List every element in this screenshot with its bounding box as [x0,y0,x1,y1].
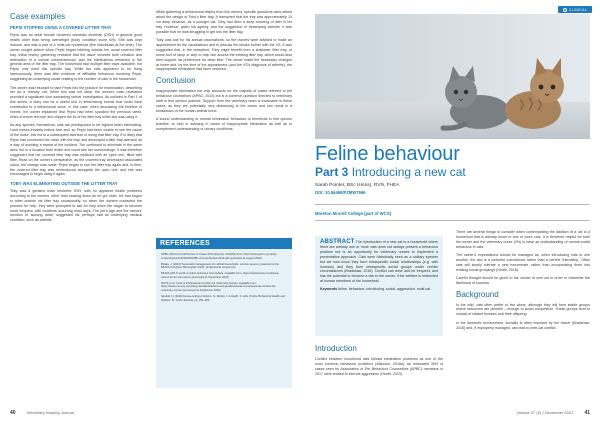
paragraph: Conflict between household cats follows elimination problems as one of the most common behaviour problems (Atkinson, 2018a). An estimated 35% of cases seen by Association of Pet Behaviour Counsellors (APBC) members in 2017 were related to intercat aggression (Heath, 2019). [315,357,443,376]
keywords [320,287,438,292]
affiliation: Moreton Morrell College (part of WCG) [315,211,392,216]
references-box [156,238,292,388]
article-title: Feline behaviour [315,143,460,165]
background-heading: Background [456,289,499,299]
conclusion-heading: Conclusion [156,75,196,85]
left-column-1 [10,10,142,227]
divider [315,220,590,221]
reference-item: RCVS et al. Code of Professional Conduct for Veterinary Nurses. Available from: https://www.rcvs.org.uk/setting-standards/advice-and-guidance/code-of-professional-conduct-for-veterinary-nurses/ (accessed 11 September 2022) [161,281,277,292]
abstract-box [315,236,443,336]
badge-label: CLINICAL [568,7,587,12]
paragraph: There are several things to consider when contemplating the addition of a cat to a household that is already home to one or more cats. It is therefore helpful for both the owner and the veterinary nurse (VN) to have an understanding of normal social behaviour in cats. [456,230,590,249]
left-column-2 [156,10,292,135]
divider [315,204,590,205]
keywords-text: feline, behaviour, introducing, social, aggression, multi-cat [337,287,431,292]
author-line: Sarah Pointer, BSc (Hons), RVN, FHEA [315,183,400,188]
case-examples-heading: Case examples [10,12,66,21]
abstract-text: The introduction of a new cat to a household where there are already one or more cats does not always present a behaviour problem but is an opportunity for veterinary nurses to implement a preventative approach. Cats were historically seen as a solitary species but we now know they form intraspecific social relationships (e.g. with humans) and they form intraspecific social groups under certain circumstances (Bradshaw, 2016). Conflict can arise and be frequent, and has the potential to become a risk to the owner, if the welfare is redirected at human members of the household. [320,240,438,284]
kittens-photo [315,14,590,139]
stethoscope-icon [563,8,567,12]
paragraph: Careful thought should be given to the choice of new cat in order to maximise the likelihood of success. [456,276,590,286]
pepsi-subheading: PEPSI STOPPED USING A COVERED LITTER TRAY [10,25,112,30]
clinical-badge [558,6,592,13]
paragraph: Inappropriate elimination not only accounts for the majority of cases referred to pet behaviour counsellors (APBC, 2014) but is a common question directed to veterinary staff in first opinion practice. Support from the veterinary team is invaluable in these cases, as they are potentially very distressing to the owner and can result in a breakdown of the human-animal bond. [156,88,292,113]
right-column-2 [456,230,590,334]
reference-item: Bhatia, J. (2022) Successful management of multicat households. Lecture session presented at the BSAVA Congress, Birmingham 2022, Small animal programme [161,262,279,270]
reference-item: APBC (2014) Annual Review of Cases 2014 [Report]. Available from: https://www.apbc.org.uk/wp-content/uploads/2020/05/APBC-Annual-Review-2014.pdf (accessed 11 August 2022) [161,253,278,260]
references-title: REFERENCES [156,238,292,249]
issue-info: Volume 37 (5) • November 2022 [516,410,574,415]
right-footer [516,410,590,416]
introduction-heading: Introduction [315,344,357,353]
abstract-label: ABSTRACT [320,239,355,245]
paragraph: A sound understanding of normal elimination behaviour is beneficial in first opinion practice, to help in advising in cases of inappropriate elimination as well as to complement understanding of urinary conditions. [156,116,292,131]
toby-subheading: TOBY WAS ELIMINATING OUTSIDE THE LITTER TRAY [10,180,118,186]
paragraph: The owner was reluctant to take Pepsi into the practice for examination, describing her as a 'stressy' cat. While this was not ideal, the owner's main revelation provided a significant clue warranting further investigation. As outlined in Part 1 of this series, a diary can be a useful tool in determining events that could have contributed to a behavioural issue. In this case, when discussing the timeline of events, the owner explained that Pepsi had been spooked the previous week, when a broom fell over and clipped the lid of her litter tray while she was using it. [10,85,142,119]
paragraph: While gathering a behavioural history from the owners, specific questions were asked about the design of Toby's litter tray. It transpired that the tray was approximately 10 cm deep because, as a younger cat, Toby had liked a deep covering of litter in his tray. However, given his ageing, and the suggestion of developing arthritis, it was possible that he was struggling to get into the litter tray. [156,10,292,34]
paragraph: Toby was a geriatric male neutered DSH, with no apparent health problems according to the owners, other than slowing down as he got older. He had begun to toilet outside his litter tray occasionally, so when the owners contacted the practice for help, they were prompted to ask for help when the began to become more frequent, with incidents occurring most days. The pet's age and the owners' mention of 'slowing down' suggested his perhaps had an underlying medical condition, such as arthritis. [10,188,142,223]
paragraph: The owner's expectations should be managed as, when introducing cats to one another, the aim is a peaceful coexistence rather than a perfect 'friendship'. Often cats will simply tolerate a new housemate, rather than incorporating them into existing social groupings (Heath, 2016). [456,253,590,272]
part-label: Part 3 [315,165,349,179]
paragraph: In the wild, cats often prefer to live alone, although they will form stable groups where resources are plentiful – enough to avoid competition. These groups tend to consist of related females and their offspring. [456,302,590,317]
page-number: 40 [10,410,16,416]
right-page [300,0,600,424]
journal-name: Veterinary Nursing Journal [26,410,74,415]
keywords-label: Keywords [320,287,338,292]
paragraph: In the domestic environment, sociality is often imposed by the owner (Bradshaw, 2016) and, if improperly managed, can lead to inter-cat conflict. [456,320,590,330]
article-subtitle [315,165,466,179]
paragraph: As any species' themselves, cats are predisposed to be vigilant when eliminating. Loud noises innately induce fear and, so Pepsi had been unable to see the cause of the noise, this led to a subsequent aversion to using that litter tray. It is likely that Pepsi had connected the noise with the tray, and developed a litter tray aversion as a way of avoiding a repeat of the incident. The continued to eliminate in the same area, but in a location from which she could see her surroundings. It was therefore suggested that her covered litter tray was replaced with an open one, filled with litter. Read on the owner's perspective, as the covered tray decreased associated odour, the change was made. Pepsi began to use the litter tray again and, in time, the covered litter tray was reintroduced alongside the open one, and she was encouraged to begin using it again. [10,123,142,177]
doi-line: DOI: 10.56498/FZMW7966 [315,190,366,195]
reference-item: Sandall, H. (2019) House-soiling problems. In: Rodan, I. & Heath, S. (eds.) Feline Behavioral Health and Welfare. St. Louis: Elsevier, pp. 251–265 [161,294,285,302]
paragraph: Toby was due for his annual vaccinations, so the owners were advised to make an appointment for the vaccinations and to discuss the issues further with the VS. It was suggested that, in the meantime, Toby might benefit from a shallower litter tray, or some sort of ramp or step to help him access the existing litter tray, which would also then support his preference for deep litter. The owner made the necessary changes at home and, by the time of the appointment (and the VS's diagnosis of arthritis), the inappropriate elimination had been resolved. [156,38,292,72]
reference-item: BSAVA (2017) Guide to feline behaviour and welfare. Available from: https://www.bsava.com/bsava-resources-for-cat-owners (accessed 11 September 2022) [161,272,280,279]
paragraph: Pepsi was an adult female neutered domestic shorthair (DSH) in general good health other than being overweight (body condition score 6/9). She was kept indoors, and was a part of a multi-cat household (five individuals at the time). The owner sought advice when Pepsi began toileting outside her usual covered litter tray. Initial history gathering revealed that the issue involved both urination and defecation of a normal volume/amount, and the eliminations remained in the general area of the litter tray. The household had multiple litter trays available, but Pepsi only used this specific tray. While the cats appeared to be living harmoniously, there was little evidence of affiliative behaviour involving Pepsi, suggesting an underlying cause relating to the number of cats in the household. [10,33,142,82]
left-footer [10,410,74,416]
subtitle-text: Introducing a new cat [348,165,466,179]
page-number: 41 [584,410,590,416]
cats-illustration [315,14,590,139]
introduction-section [315,342,443,380]
